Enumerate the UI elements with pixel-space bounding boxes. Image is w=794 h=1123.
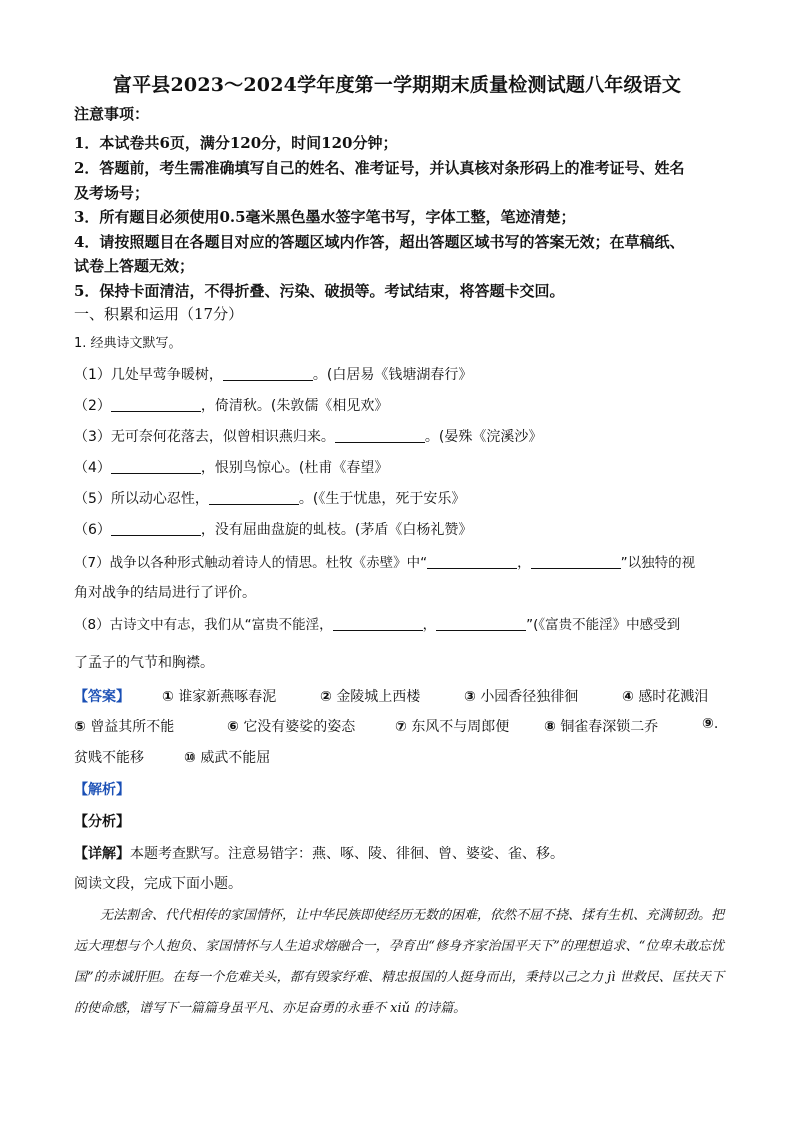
- q-text: （8）古诗文中有志，我们从“富贵不能淫，: [74, 617, 333, 633]
- q-text: （5）所以动心忍性，: [74, 491, 209, 507]
- answer-item: ⑨.: [702, 716, 719, 732]
- answer-item: ⑥ 它没有婆娑的姿态: [227, 719, 356, 735]
- passage-text: 无法割舍、代代相传的家国情怀，让中华民族即使经历无数的困难，依然不屈不挠、揉有生机、充满韧劲。把远大理想与个人抱负、家国情怀与人生追求熔融合一，孕育出“修身齐家治国平天下”的理想追求、“位卑未敢忘忧国”的赤诚肝胆。在每一个危难关头，都有毁家纾难、精忠报国的人挺身而出，秉持以己之力 jì 世救民、匡扶天下的使命感，谱写下一篇篇身虽平凡、亦足奋勇的永垂不 xiǔ 的诗篇。: [74, 908, 725, 1016]
- reading-passage: [74, 900, 724, 1024]
- answer-item: 贫贱不能移: [74, 750, 144, 766]
- notice-item: 及考场号；: [74, 184, 150, 202]
- notice-item: 4．请按照题目在各题目对应的答题区域内作答，超出答题区域书写的答案无效；在草稿纸、: [74, 233, 685, 251]
- reading-intro: 阅读文段，完成下面小题。: [74, 876, 242, 892]
- answer-blank: [333, 616, 423, 631]
- notice-heading: 注意事项：: [74, 105, 150, 123]
- question-line-6: [74, 519, 472, 539]
- notice-item: 3．所有题目必须使用0.5毫米黑色墨水签字笔书写，字体工整，笔迹清楚；: [74, 208, 576, 226]
- question-line-8: [74, 613, 680, 633]
- notice-item: 1．本试卷共6页，满分120分，时间120分钟；: [74, 134, 398, 152]
- answer-item: ② 金陵城上西楼: [320, 689, 421, 705]
- answer-item: ③ 小园香径独徘徊: [464, 689, 579, 705]
- answer-item: ⑩ 威武不能屈: [184, 750, 271, 766]
- answer-row: [74, 716, 724, 736]
- question-line-4: [74, 457, 388, 477]
- detail-tag: 【详解】: [74, 846, 130, 862]
- answer-blank: [531, 554, 621, 569]
- answer-blank: [209, 490, 299, 505]
- question-line-8b: 了孟子的气节和胸襟。: [74, 655, 214, 671]
- question-line-5: [74, 488, 465, 508]
- q-text: （6）: [74, 522, 111, 538]
- answer-blank: [335, 428, 425, 443]
- question-line-7: [74, 551, 695, 571]
- notice-item: 2．答题前，考生需准确填写自己的姓名、准考证号，并认真核对条形码上的准考证号、姓名: [74, 159, 685, 177]
- detail-text: 本题考查默写。注意易错字：燕、啄、陵、徘徊、曾、婆娑、雀、移。: [130, 846, 564, 862]
- q-text: ，倚清秋。(朱敦儒《相见欢》: [200, 398, 389, 414]
- answer-tag: 【答案】: [74, 689, 130, 705]
- q-text: （1）几处早莺争暖树，: [74, 367, 223, 383]
- question-line-7b: 角对战争的结局进行了评价。: [74, 585, 256, 601]
- q-text: 。(《生于忧患，死于安乐》: [298, 491, 466, 507]
- q-text: ”以独特的视: [620, 555, 696, 571]
- answer-item: ⑧ 铜雀春深锁二乔: [544, 719, 659, 735]
- answer-item: ⑤ 曾益其所不能: [74, 719, 175, 735]
- notice-item: 试卷上答题无效；: [74, 257, 195, 275]
- section-heading: 一、积累和运用（17分）: [74, 305, 244, 323]
- answer-item: ⑦ 东风不与周郎便: [395, 719, 510, 735]
- question-line-1: [74, 364, 472, 384]
- question-line-3: [74, 426, 542, 446]
- answer-blank: [111, 521, 201, 536]
- q-text: （7）战争以各种形式触动着诗人的情思。杜牧《赤壁》中“: [74, 555, 428, 571]
- answer-blank: [111, 397, 201, 412]
- detail-line: [74, 843, 564, 863]
- answer-row: [74, 686, 724, 706]
- q-text: 。(白居易《钱塘湖春行》: [312, 367, 473, 383]
- answer-blank: [427, 554, 517, 569]
- q-text: ，: [422, 617, 437, 633]
- answer-item: ④ 感时花溅泪: [622, 689, 709, 705]
- q-text: （4）: [74, 460, 111, 476]
- page-title: 富平县2023～2024学年度第一学期期末质量检测试题八年级语文: [112, 74, 682, 96]
- fenxi-tag: 【分析】: [74, 814, 130, 830]
- answer-blank: [223, 366, 313, 381]
- q-text: 。(晏殊《浣溪沙》: [424, 429, 543, 445]
- answer-row: [74, 747, 724, 767]
- question-stem: 1. 经典诗文默写。: [74, 336, 182, 351]
- q-text: ”(《富贵不能淫》中感受到: [526, 617, 681, 633]
- question-line-2: [74, 395, 388, 415]
- q-text: （2）: [74, 398, 111, 414]
- q-text: ，: [517, 555, 531, 571]
- q-text: （3）无可奈何花落去，似曾相识燕归来。: [74, 429, 335, 445]
- answer-item: ① 谁家新燕啄春泥: [162, 689, 277, 705]
- answer-blank: [436, 616, 526, 631]
- analysis-tag: 【解析】: [74, 782, 130, 798]
- q-text: ，恨别鸟惊心。(杜甫《春望》: [200, 460, 389, 476]
- answer-blank: [111, 459, 201, 474]
- q-text: ，没有屈曲盘旋的虬枝。(茅盾《白杨礼赞》: [200, 522, 473, 538]
- notice-item: 5．保持卡面清洁，不得折叠、污染、破损等。考试结束，将答题卡交回。: [74, 282, 565, 300]
